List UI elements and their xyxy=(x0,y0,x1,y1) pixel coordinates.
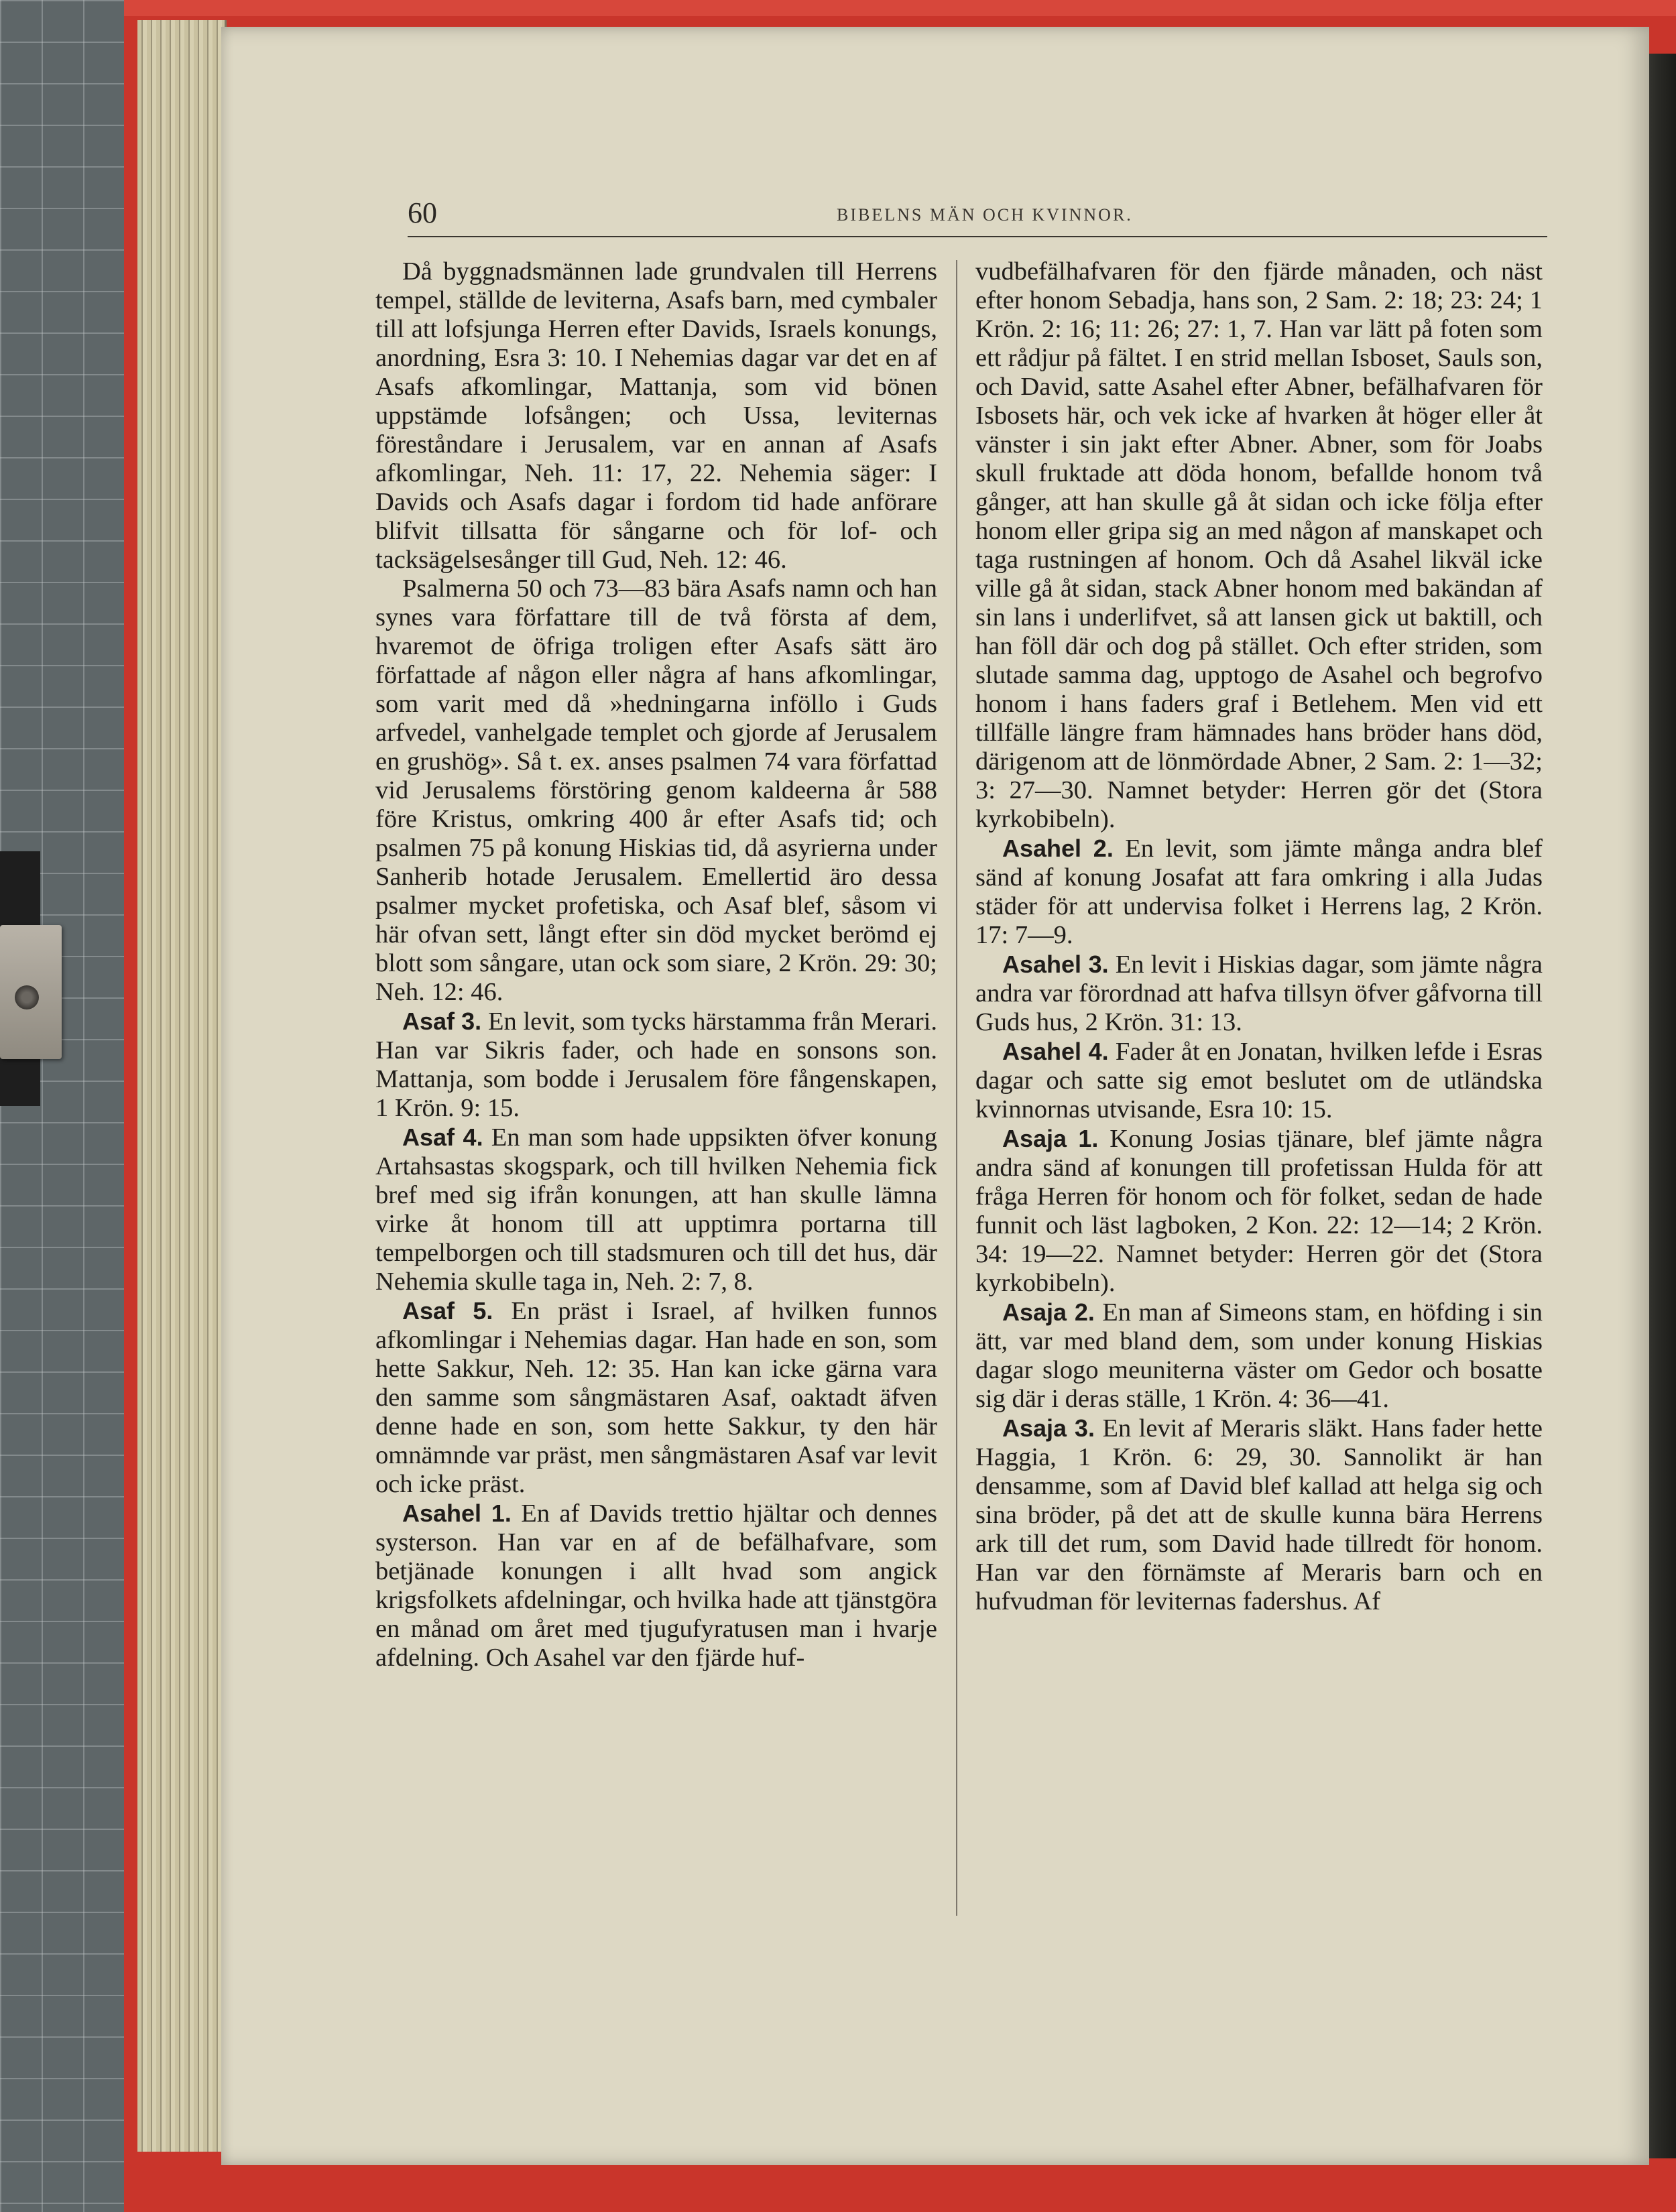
paragraph-text: En levit, som jämte många andra blef sänd af konung Josafat att fara omkring i alla Judas städer för att undervisa folket i Herrens lag, 2 Krön. 17: 7—9. xyxy=(975,835,1543,949)
left-column xyxy=(375,257,937,1672)
paragraph-text: En man af Simeons stam, en höfding i sin ätt, var med bland dem, som under konung Hiskias dagar slogo meuniterna väster om Gedor och bosatte sig där i deras ställe, 1 Krön. 4: 36—41. xyxy=(975,1298,1543,1413)
entry-heading: Asaja 1. xyxy=(1002,1125,1099,1152)
paragraph xyxy=(975,950,1543,1037)
entry-heading: Asahel 3. xyxy=(1002,950,1109,978)
entry-heading: Asaja 2. xyxy=(1002,1298,1095,1326)
clip-screw-icon xyxy=(15,985,39,1009)
paragraph-text: vudbefälhafvaren för den fjärde månaden, och näst efter honom Sebadja, hans son, 2 Sam. 2: 18; 23: 24; 1 Krön. 2: 16; 11: 26; 27: 1, 7. Han var lätt på foten som ett rådjur på fältet. I en strid mellan Isboset, Sauls son, och David, satte Asahel efter Abner, befälhafvaren för Isbosets här, och vek icke af hvarken åt höger eller åt vänster i sin jakt efter Abner. Abner, som för Joabs skull fruktade att döda honom, befallde honom två gånger, att han skulle gå åt sidan och icke följa efter honom eller gripa sig an med någon af manskapet och taga rustningen af honom. Och då Asahel likväl icke ville gå åt sidan, stack Abner honom med bakändan af sin lans i underlifvet, så att lansen gick ut baktill, och han föll där och dog på stället. Och efter striden, som slutade samma dag, upptogo de Asahel och begrofvo honom i hans faders graf i Betlehem. Men vid ett tillfälle längre fram hämnades hans bröder hans död, därigenom att de lönmördade Abner, 2 Sam. 2: 1—32; 3: 27—30. Namnet betyder: Herren gör det (Stora kyrkobibeln). xyxy=(975,257,1543,833)
paragraph-text: Då byggnadsmännen lade grundvalen till Herrens tempel, ställde de leviterna, Asafs barn, med cymbaler till att lofsjunga Herren efter Davids, Israels konungs, anordning, Esra 3: 10. I Nehemias dagar var det en af Asafs afkomlingar, Mattanja, som vid bönen uppstämde lofsången; och Ussa, leviternas föreståndare i Jerusalem, var en annan af Asafs afkomlingar, Neh. 11: 17, 22. Nehemia säger: I Davids och Asafs dagar i fordom tid hade anförare blifvit tillsatta för sångarne och för lof- och tacksägelsesånger till Gud, Neh. 12: 46. xyxy=(375,257,937,574)
paragraph-text: Fader åt en Jonatan, hvilken lefde i Esras dagar och satte sig emot beslutet om de utländska kvinnornas utvisande, Esra 10: 15. xyxy=(975,1038,1543,1123)
paragraph xyxy=(375,574,937,1007)
paragraph xyxy=(375,1296,937,1499)
entry-heading: Asaja 3. xyxy=(1002,1414,1095,1442)
paragraph-text: Konung Josias tjänare, blef jämte några andra sänd af konungen till profetissan Hulda för att fråga Herren för honom och för folket, sedan de hade funnit och läst lagboken, 2 Kon. 22: 12—14; 2 Krön. 34: 19—22. Namnet betyder: Herren gör det (Stora kyrkobibeln). xyxy=(975,1125,1543,1297)
paragraph-text: En man som hade uppsikten öfver konung Artahsastas skogspark, och till hvilken Nehemia fick bref med sig ifrån konungen, att han skulle lämna virke åt honom till att upptimra portarna till tempelborgen och till stadsmuren och till det hus, där Nehemia skulle taga in, Neh. 2: 7, 8. xyxy=(375,1123,938,1296)
paragraph-text: En levit, som tycks härstamma från Merari. Han var Sikris fader, och hade en sonsons son. Mattanja, som bodde i Jerusalem före fångenskapen, 1 Krön. 9: 15. xyxy=(375,1007,938,1122)
entry-heading: Asaf 5. xyxy=(402,1297,493,1325)
paragraph xyxy=(375,1007,937,1123)
entry-heading: Asahel 2. xyxy=(1002,835,1114,862)
paragraph xyxy=(975,1037,1543,1124)
entry-heading: Asaf 4. xyxy=(402,1123,483,1151)
paragraph-text: En af Davids trettio hjältar och dennes systerson. Han var en af de befälhafvare, som betjänade konungen i allt hvad som angick krigsfolkets afdelningar, och hvilka hade att tjänstgöra en månad om året med tjugufyratusen man i hvarje afdelning. Och Asahel var den fjärde huf- xyxy=(375,1499,937,1672)
paragraph xyxy=(975,257,1543,834)
entry-heading: Asahel 4. xyxy=(1002,1038,1109,1065)
paragraph-text: Psalmerna 50 och 73—83 bära Asafs namn och han synes vara författare till de två första af dem, hvaremot de öfriga troligen efter Asafs sätt äro författade af någon eller några af hans afkomlingar, som varit med då »hedningarna inföllo i Guds arfvedel, vanhelgade templet och gjorde af Jerusalem en grushög». Så t. ex. anses psalmen 74 vara författad vid Jerusalems förstöring genom kaldeerna år 588 före Kristus, omkring 400 år efter Asafs tid; och psalmen 75 på konung Hiskias tid, då asyrierna under Sanherib hotade Jerusalem. Emellertid äro dessa psalmer mycket profetiska, och Asaf blef, såsom vi här ofvan sett, långt efter sin död mycket berömd ej blott som sångare, utan ock som siare, 2 Krön. 29: 30; Neh. 12: 46. xyxy=(375,574,937,1006)
paragraph xyxy=(375,1123,937,1296)
paragraph xyxy=(975,1124,1543,1298)
book-cover-edge xyxy=(124,0,1676,16)
paragraph-text: En präst i Israel, af hvilken funnos afkomlingar i Nehemias dagar. Han hade en son, som hette Sakkur, Neh. 12: 35. Han kan icke gärna vara den samme som sångmästaren Asaf, oaktadt äfven denne hade en son, som hette Sakkur, ty den här omnämnde var präst, men sångmästaren Asaf var levit och icke präst. xyxy=(375,1297,937,1498)
paragraph xyxy=(975,1298,1543,1414)
running-title: BIBELNS MÄN OCH KVINNOR. xyxy=(837,205,1133,225)
page-number: 60 xyxy=(408,196,437,229)
page-edges xyxy=(137,20,227,2152)
entry-heading: Asaf 3. xyxy=(402,1007,482,1035)
right-column xyxy=(975,257,1543,1616)
paragraph xyxy=(975,834,1543,950)
paragraph-text: En levit af Meraris släkt. Hans fader hette Haggia, 1 Krön. 6: 29, 30. Sannolikt är han densamme, som af David blef kallad att helga sig och sina bröder, på det att de skulle kunna bära Herrens ark till det rum, som David hade tillredt för honom. Han var den förnämste af Meraris barn och en hufvudman för leviternas fadershus. Af xyxy=(975,1414,1543,1615)
entry-heading: Asahel 1. xyxy=(402,1499,512,1527)
paragraph-text: En levit i Hiskias dagar, som jämte några andra var förordnad att hafva tillsyn öfver gåfvorna till Guds hus, 2 Krön. 31: 13. xyxy=(975,950,1543,1036)
paragraph xyxy=(375,1499,937,1672)
paragraph xyxy=(975,1414,1543,1616)
column-divider xyxy=(956,260,957,1916)
running-head xyxy=(408,196,1547,237)
paragraph xyxy=(375,257,937,574)
